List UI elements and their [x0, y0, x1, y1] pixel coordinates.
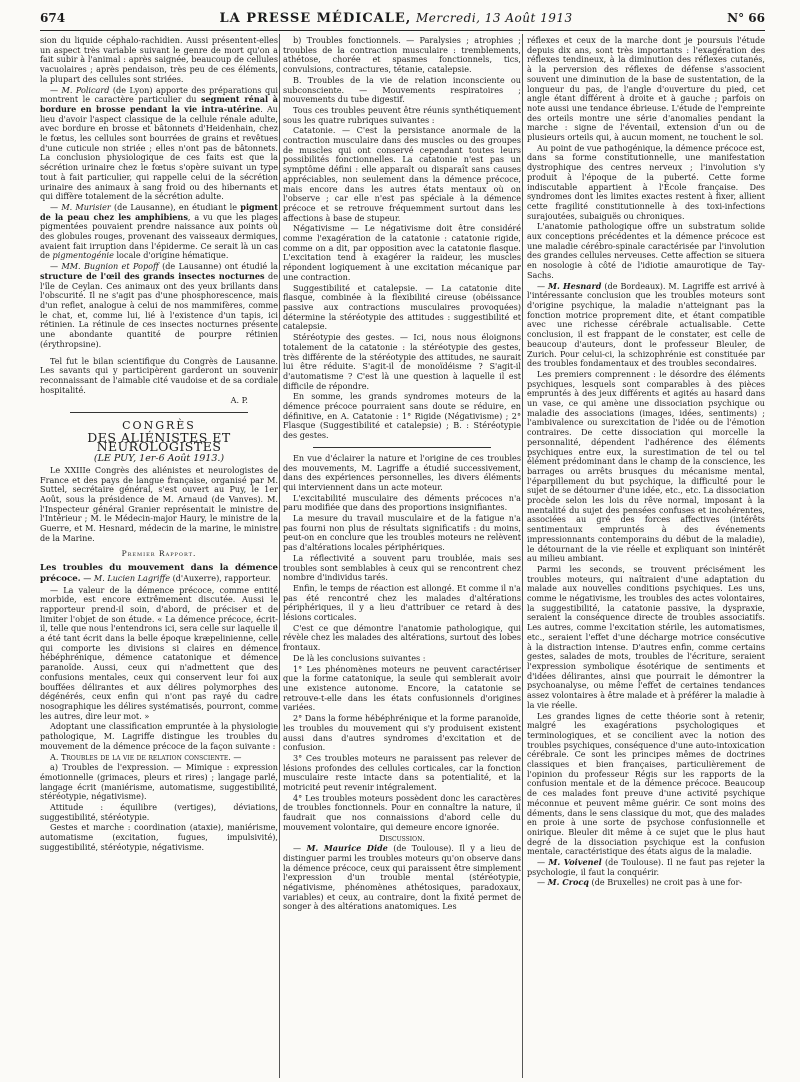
paragraph: A. Troubles de la vie de relation consciente. — [50, 751, 242, 762]
congres-title: CONGRÈS [122, 419, 196, 433]
paragraph: La mesure du travail musculaire et de la fatigue n'a pas fourni non plus de résultats significatifs : du moins, peut-on en conclure que les troubles moteurs ne relèvent pas d'altérations locales périphériques. [283, 513, 521, 553]
column-right [527, 36, 765, 1076]
divider [70, 412, 248, 413]
paragraph: Négativisme — Le négativisme doit être considéré comme l'exagération de la catatonie : catatonie rigide, comme on a dit, par opposition avec la catatonie flasque. L'excitation tend à exagérer la raideur, les muscles répondent logiquement à une excitation mécanique par une contraction. [283, 223, 521, 282]
text-run: . Au lieu d'avoir l'aspect classique de la cellule rénale adulte, avec bordure en brosse et bâtonnets d'Heidenhain, chez le fœtus, les cellules sont bourrées de grains et revêtues d'une cuticule non striée ; elles n'ont pas de bâtonnets. La conclusion physiologique de ces faits est que la sécrétion urinaire chez le fœtus s'opère suivant un type tout à fait particulier, qui rappelle celui de la sécrétion urinaire des animaux à sang froid ou des hibernants et qui diffère totalement de la sécrétion adulte. [40, 103, 278, 202]
page-number: 674 [40, 11, 66, 25]
paragraph: Tous ces troubles peuvent être réunis synthétiquement sous les quatre rubriques suivantes : [283, 104, 521, 125]
paragraph: 2° Dans la forme hébéphrénique et la forme paranoïde, les troubles du mouvement qui s'y produisent existent aussi dans d'autres syndromes d'excitation et de confusion. [283, 713, 521, 753]
paragraph: — M. Murisier (de Lausanne), en étudiant le pigment de la peau chez les amphibiens, a vu que les plages pigmentées pouvaient prendre naissance aux points où des globules rouges, provenant des vaisseaux dermiques, avaient fait irruption dans l'épiderme. Ce serait là un cas de pigmentogénie locale d'origine hématique. [40, 201, 278, 261]
paragraph: Tel fut le bilan scientifique du Congrès de Lausanne. Les savants qui y participèrent garderont un souvenir reconnaissant de l'aimable cité vaudoise et de sa cordiale hospitalité. [40, 355, 278, 395]
author-name: M. Hesnard [548, 280, 602, 291]
signature: A. P. [230, 395, 248, 406]
text-run: de l'île de Ceylan. Ces animaux ont des yeux brillants dans l'obscurité. Il ne s'agit pas d'une phosphorescence, mais d'un reflet, analogue à celui de nos mammifères, comme le chat, et, comme lui, lié à l'existence d'un tapis, ici rétinien. La rétinule de ces insectes nocturnes présente une abondante quantité de pourpre rétinien (érythropsine). [40, 270, 278, 349]
text-run: (de Bruxelles) ne croit pas à une for- [588, 877, 743, 888]
paragraph: Parmi les seconds, se trouvent précisément les troubles moteurs, qui naîtraient d'une adaptation du malade aux nouvelles conditions psychiques. Les uns, comme le négativisme, les troubles des actes volontaires, la suggestibilité, la catatonie passive, la dyspraxie, seraient la conséquence directe de troubles associatifs. Les autres, comme l'excitation stérile, les automatismes, etc., seraient l'effet d'une décharge motrice consécutive à la distraction intense. D'autres enfin, comme certains gestes, salades de mots, troubles de l'écriture, seraient l'expression symbolique ésotérique de sentiments et d'idées délirantes, ainsi que pourrait le démontrer la psychoanalyse, ou même l'effet de certaines tendances assez volontaires à être malade et à préférer la maladie à la vie réelle. [527, 563, 765, 710]
paragraph: b) Troubles fonctionnels. — Paralysies ; atrophies ; troubles de la contraction musculaire : tremblements, athétose, chorée et spasmes fonctionnels, tics, convulsions, contractures, tétanie, catalepsie. [283, 36, 521, 75]
issue-date: Mercredi, 13 Août 1913 [415, 10, 573, 25]
paragraph: Catatonie. — C'est la persistance anormale de la contraction musculaire dans des muscles ou des groupes de muscles qui ont conservé cependant toutes leurs possibilités fonctionnelles. La catatonie n'est pas un symptôme défini : elle apparaît ou disparaît sans causes appréciables, non seulement dans la démence précoce, mais encore dans les autres états mentaux où on l'observe ; car elle n'est pas spéciale à la démence précoce et se retrouve fréquemment surtout dans les affections à base de stupeur. [283, 125, 521, 223]
column-rule [279, 34, 280, 1078]
paragraph: Enfin, le temps de réaction est allongé. Et comme il n'a pas été rencontré chez les malades d'altérations périphériques, il y a lieu d'attribuer ce retard à des lésions corticales. [283, 582, 521, 623]
section-heading [40, 563, 278, 584]
paragraph: Les grandes lignes de cette théorie sont à retenir, malgré les exagérations psychologiques et terminologiques, et se concilient avec la notion des troubles psychiques, conséquence d'une auto-intoxication cérébrale. Ce sont les principes mêmes de doctrines classiques et bien françaises, particulièrement de l'opinion du professeur Régis sur les rapports de la confusion mentale et de la démence précoce. Beaucoup de ces malades font preuve d'une activité psychique méconnue et peuvent même guérir. Ce sont moins des déments, dans le sens classique du mot, que des malades en proie à une sorte de psychose confusionnelle et onirique. Bleuler dit même à ce sujet que le plus haut degré de la dissociation psychique est la confusion mentale, caractéristique des états aigus de la maladie. [527, 710, 765, 857]
paragraph: Les premiers comprennent : le désordre des éléments psychiques, lesquels sont comparables à des pièces empruntés à des jeux différents et agités au hasard dans un vase, ce qui amène une dissociation psychique ou maladie des associations (images, idées, sentiments) ; l'ambivalence ou surexcitation de l'idée ou de l'émotion contraires. De cette dissociation qui morcelle la personnalité, dépendent l'adhérence des éléments psychiques entre eux, la surestimation de tel ou tel élément prédominant dans le champ de la conscience, les barrages ou arrêts brusques du mécanisme mental, l'éparpillement du but psychique, la difficulté pour le sujet de se détourner d'une idée, etc., etc. La dissociation procède selon les lois du rêve normal, imposant à la mentalité du sujet des pensées confuses et incohérentes, associées au gré des forces affectives (intérêts sentimentaux empruntés à des événements impressionnants contemporains du début de la maladie), le détournant de la vie réelle et expliquant son inintérêt au milieu ambiant. [527, 368, 765, 564]
paragraph: a) Troubles de l'expression. — Mimique : expression émotionnelle (grimaces, pleurs et rires) ; langage parlé, langage écrit (maniérisme, automatisme, suggestibilité, stéréotypie, négativisme). [40, 762, 278, 802]
text-run: (d'Auxerre), rapporteur. [170, 572, 271, 583]
paragraph: — M. Maurice Dide (de Toulouse). Il y a lieu de distinguer parmi les troubles moteurs qu'on observe dans la démence précoce, ceux qui paraissent être simplement l'expression d'un trouble mental (stéréotypie, négativisme, phénomènes athétosiques, paradoxaux, variables) et ceux, au contraire, dont la fixité permet de songer à des altérations anatomiques. Les [283, 843, 521, 912]
paragraph: 3° Ces troubles moteurs ne paraissent pas relever de lésions profondes des cellules corticales, car la fonction musculaire reste intacte dans sa potentialité, et la motricité peut revenir intégralement. [283, 752, 521, 793]
paragraph: C'est ce que démontre l'anatomie pathologique, qui révèle chez les malades des altérations, surtout des lobes frontaux. [283, 622, 521, 653]
text-run: (de Lyon) apporte des préparations qui montrent le caractère particulier du [40, 84, 278, 105]
text-run: (de Toulouse). Il ne faut pas rejeter la psychologie, il faut la conquérir. [527, 857, 765, 877]
column-left [40, 36, 278, 1076]
paragraph: — M. Voivenel (de Toulouse). Il ne faut pas rejeter la psychologie, il faut la conquérir. [527, 857, 765, 877]
paragraph: — M. Policard (de Lyon) apporte des préparations qui montrent le caractère particulier du segment rénal à bordure en brosse pendant la vie intra-utérine. Au lieu d'avoir l'aspect classique de la cellule rénale adulte, avec bordure en brosse et bâtonnets d'Heidenhain, chez le fœtus, les cellules sont bourrées de grains et revêtues d'une cuticule non striée ; elles n'ont pas de bâtonnets. La conclusion physiologique de ces faits est que la sécrétion urinaire chez le fœtus s'opère suivant un type tout à fait particulier, qui rappelle celui de la sécrétion urinaire des animaux à sang froid ou des hibernants et qui diffère totalement de la sécrétion adulte. [40, 84, 278, 202]
text-run: , a vu que les plages pigmentées pouvaient prendre naissance aux points où des globules rouges, provenant des vaisseaux dermiques, avaient fait irruption dans l'épiderme. Ce serait là un cas de [40, 211, 278, 261]
text-run: locale d'origine hématique. [113, 250, 229, 261]
paragraph: 1° Les phénomènes moteurs ne peuvent caractériser que la forme catatonique, la seule qui semblerait avoir une existence autonome. Encore, la catatonie se retrouve-t-elle dans les états confusionnels d'origines variées. [283, 663, 521, 713]
paragraph: En vue d'éclairer la nature et l'origine de ces troubles des mouvements, M. Lagriffe a étudié successivement, dans des expériences personnelles, les divers éléments qui interviennent dans un acte moteur. [283, 452, 521, 492]
paragraph: L'excitabilité musculaire des déments précoces n'a paru modifiée que dans des proportions insignifiantes. [283, 492, 521, 513]
column-middle [283, 36, 521, 1076]
text-run: (de Lausanne) ont étudié la [158, 261, 278, 272]
page-header [40, 6, 765, 31]
paragraph: Attitude : équilibre (vertiges), déviations, suggestibilité, stéréotypie. [40, 802, 278, 822]
topic-bold: pigment de la peau chez les amphibiens [40, 201, 278, 222]
paragraph: De là les conclusions suivantes : [293, 652, 426, 663]
paragraph: En somme, les grands syndromes moteurs de la démence précoce pourraient sans doute se réduire, en définitive, en A. Catatonie : 1° Rigide (Négativisme) ; 2° Flasque (Suggestibilité et catalepsie) ; B. : Stéréotypie des gestes. [283, 391, 521, 441]
journal-masthead [220, 11, 573, 26]
author-name: M. Policard [61, 84, 110, 95]
author-name: — M. Lucien Lagriffe [80, 572, 170, 583]
paragraph: Stéréotypie des gestes. — Ici, nous nous éloignons totalement de la catatonie : la stéréotypie des gestes, très différente de la stéréotypie des attitudes, ne saurait lui être réduite. S'agit-il de monoïdéisme ? S'agit-il d'automatisme ? C'est là une question à laquelle il est difficile de répondre. [283, 332, 521, 391]
paragraph: L'anatomie pathologique offre un substratum solide aux conceptions précédentes et la démence précoce est une maladie cérébro-spinale caractérisée par l'involution des grandes cellules nerveuses. Cette affection se situera en nosologie à côté de l'idiotie amaurotique de Tay-Sachs. [527, 221, 765, 280]
paragraph: sion du liquide céphalo-rachidien. Aussi présentent-elles un aspect très variable suivant le genre de mort qu'on a fait subir à l'animal : après saignée, beaucoup de cellules vacuolaires ; après pendaison, très peu de ces éléments, la plupart des cellules sont striées. [40, 36, 278, 84]
text-run: (de Bordeaux). M. Lagriffe est arrivé à l'intéressante conclusion que les troubles moteurs sont d'origine psychique, la maladie n'atteignant pas la fonction motrice proprement dite, et étant compatible avec une richesse cérébrale actualisable. Cette conclusion, il est frappant de le constater, est celle de beaucoup d'auteurs, dont le professeur Bleuler, de Zurich. Pour celui-ci, la schizophrénie est constituée par des troubles fondamentaux et des troubles secondaires. [527, 280, 765, 369]
discussion-label: Discussion. [379, 832, 425, 843]
column-rule [522, 34, 523, 1078]
text-run: (de Lausanne), en étudiant le [110, 201, 241, 212]
paragraph: Gestes et marche : coordination (ataxie), maniérisme, automatisme (excitation, fugues, impulsivité), suggestibilité, stéréotypie, négativisme. [40, 822, 278, 852]
author-name: MM. Bugnion et Popoff [61, 261, 159, 272]
text-run: (de Toulouse). Il y a lieu de distinguer parmi les troubles moteurs qu'on observe dans la démence précoce, ceux qui paraissent être simplement l'expression d'un trouble mental (stéréotypie, négativisme, phénomènes athétosiques, paradoxaux, variables) et ceux, au contraire, dont la fixité permet de songer à des altérations anatomiques. Les [283, 843, 521, 912]
paragraph: 4° Les troubles moteurs possèdent donc les caractères de troubles fonctionnels. Pour en connaître la nature, il faudrait que nos connaissions d'abord celle du mouvement volontaire, qui demeure encore ignorée. [283, 792, 521, 832]
congres-subtitle: DES ALIÉNISTES ET NEUROLOGISTES [87, 429, 231, 455]
paragraph: Au point de vue pathogénique, la démence précoce est, dans sa forme constitutionnelle, une manifestation dystrophique des centres nerveux ; l'involution s'y produit à l'époque de la puberté. Cette forme indiscutable appartient à l'École française. Des syndromes dont les limites exactes restent à fixer, allient cette fragilité constitutionnelle à des toxi-infections surajoutées, subaiguës ou chroniques. [527, 142, 765, 221]
paragraph: — La valeur de la démence précoce, comme entité morbide, est encore extrêmement discutée. Aussi le rapporteur prend-il soin, d'abord, de préciser et de limiter l'objet de son étude. « La démence précoce, écrit-il, telle que nous l'entendrons ici, sera celle sur laquelle il a été tant écrit dans la belle époque kræpelinienne, celle qui comporte les divisions si claires en démence hébéphrénique, démence catatonique et démence paranoïde. Aussi, ceux qui n'admettent que des confusions mentales, ceux qui conservent leur foi aux bouffées délirantes et aux délires polymorphes des dégénérés, ceux enfin qui n'ont pas rayé du cadre nosographique les délires systématisés, pourront, comme les autres, dire leur mot. » [40, 584, 278, 721]
topic-bold: segment rénal à bordure en brosse pendant la vie intra-utérine [40, 94, 278, 114]
author-name: M. Voivenel [548, 857, 602, 868]
rapport-label: Premier Rapport. [121, 549, 197, 559]
heading-text: Les troubles du mouvement dans la démence précoce. [40, 563, 278, 584]
paragraph: B. Troubles de la vie de relation inconsciente ou subconsciente. — Mouvements respiratoires ; mouvements du tube digestif. [283, 74, 521, 105]
issue-number: N° 66 [727, 11, 765, 25]
text-italic: pigmentogénie [52, 250, 114, 261]
congres-place: (LE PUY, 1er-6 Août 1913.) [93, 453, 225, 465]
paragraph: Suggestibilité et catalepsie. — La catatonie dite flasque, combinée à la flexibilité cireuse (obéissance passive aux contractions musculaires provoquées) détermine la stéréotypie des attitudes : suggestibilité et catalepsie. [283, 282, 521, 332]
author-name: M. Maurice Dide [306, 843, 388, 854]
paragraph: Adoptant une classification empruntée à la physiologie pathologique, M. Lagriffe distingue les troubles du mouvement de la démence précoce de la façon suivante : [40, 721, 278, 751]
section-title [40, 421, 278, 464]
author-name: M. Murisier [61, 201, 111, 212]
paragraph: — MM. Bugnion et Popoff (de Lausanne) ont étudié la structure de l'œil des grands insectes nocturnes de l'île de Ceylan. Ces animaux ont des yeux brillants dans l'obscurité. Il ne s'agit pas d'une phosphorescence, mais d'un reflet, analogue à celui de nos mammifères, comme le chat, et, comme lui, lié à l'existence d'un tapis, ici rétinien. La rétinule de ces insectes nocturnes présente une abondante quantité de pourpre rétinien (érythropsine). [40, 261, 278, 349]
topic-bold: structure de l'œil des grands insectes nocturnes [40, 270, 265, 281]
paragraph: La réflectivité a souvent paru troublée, mais ses troubles sont semblables à ceux qui se rencontrent chez nombre d'individus tarés. [283, 552, 521, 583]
paragraph: réflexes et ceux de la marche dont je poursuis l'étude depuis dix ans, sont très importants : l'exagération des réflexes tendineux, à la diminution des réflexes cutanés, à la perversion des réflexes de défense s'associent souvent une diminution de la base de sustentation, de la longueur du pas, de l'angle d'ouverture du pied, cet angle étant différent à droite et à gauche ; parfois on note aussi une tendance ébrieuse. L'étude de l'empreinte des orteils montre une série d'anomalies pendant la marche : signe de l'éventail, extension d'un ou de plusieurs orteils qui, à aucun moment, ne touchent le sol. [527, 36, 765, 143]
journal-title: LA PRESSE MÉDICALE, [219, 10, 412, 26]
author-name: M. Crocq [547, 877, 589, 888]
paragraph: Le XXIIIe Congrès des aliénistes et neurologistes de France et des pays de langue française, organisé par M. Suttel, secrétaire général, s'est ouvert au Puy, le 1er Août, sous la présidence de M. Arnaud (de Vanves). M. l'Inspecteur général Granier représentait le ministre de l'Intérieur ; M. le Médecin-major Haury, le ministre de la Guerre, et M. Hesnard, médecin de la marine, le ministre de la Marine. [40, 464, 278, 543]
paragraph: — M. Hesnard (de Bordeaux). M. Lagriffe est arrivé à l'intéressante conclusion que les troubles moteurs sont d'origine psychique, la maladie n'atteignant pas la fonction motrice proprement dite, et étant compatible avec une richesse cérébrale actualisable. Cette conclusion, il est frappant de le constater, est celle de beaucoup d'auteurs, dont le professeur Bleuler, de Zurich. Pour celui-ci, la schizophrénie est constituée par des troubles fondamentaux et des troubles secondaires. [527, 280, 765, 369]
paragraph: — M. Crocq (de Bruxelles) ne croit pas à une for- [537, 877, 743, 888]
divider [313, 447, 491, 448]
